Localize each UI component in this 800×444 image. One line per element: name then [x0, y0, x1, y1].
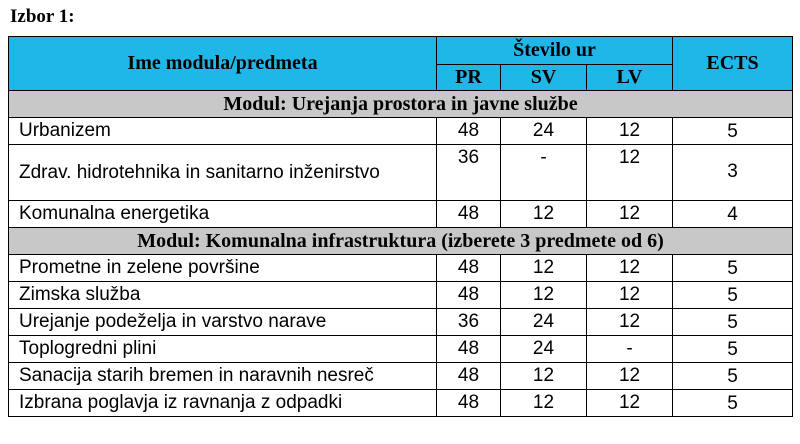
table-row — [9, 201, 793, 228]
sv-hours: 24 — [501, 336, 587, 363]
header-hours-group: Število ur — [437, 37, 673, 65]
sv-hours: 12 — [501, 201, 587, 228]
header-sv: SV — [501, 65, 587, 91]
sv-hours: 12 — [501, 363, 587, 390]
ects-value: 5 — [673, 282, 793, 309]
course-name: Urejanje podeželja in varstvo narave — [9, 309, 437, 336]
ects-value: 5 — [673, 363, 793, 390]
sv-hours: 12 — [501, 255, 587, 282]
course-name: Zimska služba — [9, 282, 437, 309]
table-row — [9, 309, 793, 336]
sv-hours: 24 — [501, 118, 587, 145]
table-row — [9, 336, 793, 363]
header-module-name: Ime modula/predmeta — [9, 37, 437, 91]
ects-value: 5 — [673, 390, 793, 417]
course-table — [8, 36, 793, 417]
course-name: Izbrana poglavja iz ravnanja z odpadki — [9, 390, 437, 417]
ects-value: 5 — [673, 336, 793, 363]
table-row — [9, 390, 793, 417]
lv-hours: 12 — [587, 282, 673, 309]
ects-value: 4 — [673, 201, 793, 228]
pr-hours: 48 — [437, 282, 501, 309]
ects-value: 3 — [673, 145, 793, 201]
lv-hours: - — [587, 336, 673, 363]
header-pr: PR — [437, 65, 501, 91]
course-name: Urbanizem — [9, 118, 437, 145]
lv-hours: 12 — [587, 118, 673, 145]
lv-hours: 12 — [587, 255, 673, 282]
course-name: Prometne in zelene površine — [9, 255, 437, 282]
pr-hours: 36 — [437, 309, 501, 336]
course-name: Toplogredni plini — [9, 336, 437, 363]
pr-hours: 48 — [437, 118, 501, 145]
sv-hours: 12 — [501, 390, 587, 417]
header-ects: ECTS — [673, 37, 793, 91]
table-row — [9, 363, 793, 390]
module-title: Modul: Komunalna infrastruktura (izberete 3 predmete od 6) — [9, 228, 793, 255]
ects-value: 5 — [673, 118, 793, 145]
course-name: Sanacija starih bremen in naravnih nesreč — [9, 363, 437, 390]
lv-hours: 12 — [587, 145, 673, 201]
table-row — [9, 118, 793, 145]
table-row — [9, 145, 793, 201]
pr-hours: 48 — [437, 390, 501, 417]
pr-hours: 48 — [437, 336, 501, 363]
pr-hours: 36 — [437, 145, 501, 201]
pr-hours: 48 — [437, 363, 501, 390]
lv-hours: 12 — [587, 363, 673, 390]
pr-hours: 48 — [437, 255, 501, 282]
ects-value: 5 — [673, 255, 793, 282]
caption: Izbor 1: — [10, 6, 75, 27]
sv-hours: - — [501, 145, 587, 201]
table-row — [9, 282, 793, 309]
lv-hours: 12 — [587, 201, 673, 228]
course-name: Komunalna energetika — [9, 201, 437, 228]
lv-hours: 12 — [587, 390, 673, 417]
ects-value: 5 — [673, 309, 793, 336]
table-row — [9, 255, 793, 282]
lv-hours: 12 — [587, 309, 673, 336]
sv-hours: 24 — [501, 309, 587, 336]
course-name: Zdrav. hidrotehnika in sanitarno inženirstvo — [9, 145, 437, 201]
pr-hours: 48 — [437, 201, 501, 228]
module-title: Modul: Urejanja prostora in javne službe — [9, 91, 793, 118]
header-lv: LV — [587, 65, 673, 91]
sv-hours: 12 — [501, 282, 587, 309]
